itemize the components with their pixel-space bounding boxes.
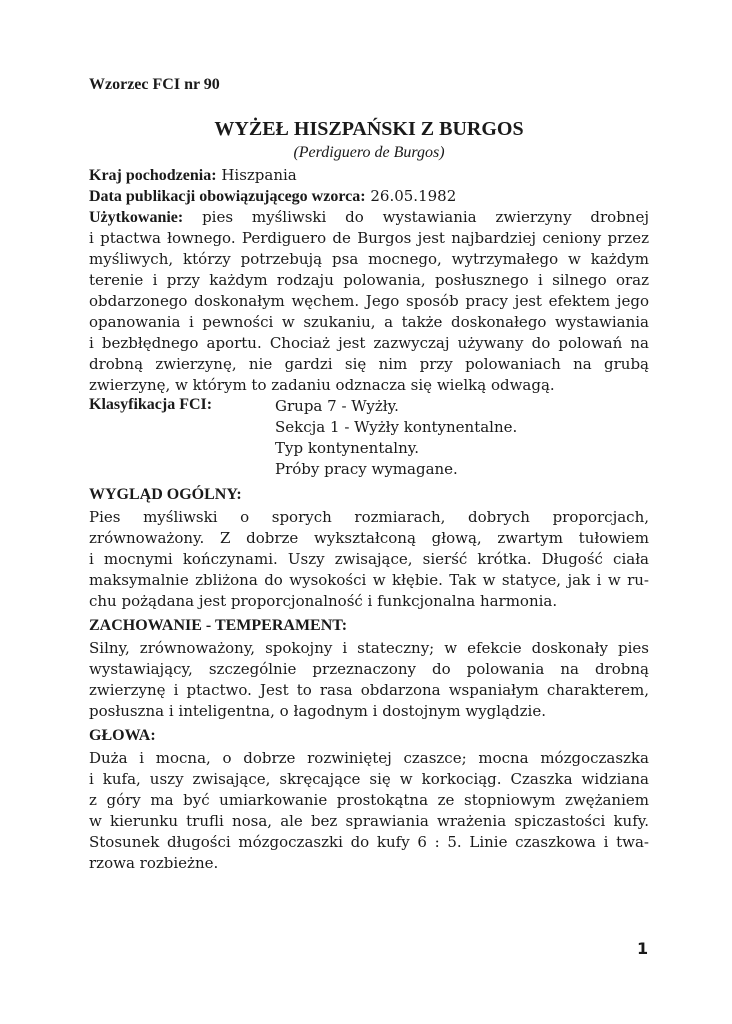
head-line: Stosunek długości mózgoczaszki do kufy 6 : 5. Linie czaszkowa i twa- bbox=[89, 833, 649, 851]
general-line: zrównoważony. Z dobrze wykształconą głową, zwartym tułowiem bbox=[89, 529, 649, 547]
classification-item: Sekcja 1 - Wyżły kontynentalne. bbox=[275, 418, 518, 436]
origin-value: Hiszpania bbox=[221, 166, 297, 184]
general-line: chu pożądana jest proporcjonalność i funkcjonalna harmonia. bbox=[89, 592, 558, 610]
usage-line: terenie i przy każdym rodzaju polowania, posłusznego i silnego oraz bbox=[89, 271, 649, 289]
temperament-line: wystawiający, szczególnie przeznaczony do polowania na drobną bbox=[89, 660, 649, 678]
classification-item: Próby pracy wymagane. bbox=[275, 460, 458, 478]
standard-number: Wzorzec FCI nr 90 bbox=[89, 76, 220, 93]
usage-line: drobną zwierzynę, nie gardzi się nim przy polowaniach na grubą bbox=[89, 355, 649, 373]
document-title: WYŻEŁ HISZPAŃSKI Z BURGOS bbox=[214, 118, 524, 140]
head-line: Duża i mocna, o dobrze rozwiniętej czaszce; mocna mózgoczaszka bbox=[89, 749, 649, 767]
section-heading-general: WYGLĄD OGÓLNY: bbox=[89, 486, 242, 503]
usage-line: opanowania i pewności w szukaniu, a także doskonałego wystawiania bbox=[89, 313, 649, 331]
general-line: maksymalnie zbliżona do wysokości w kłębie. Tak w statyce, jak i w ru- bbox=[89, 571, 649, 589]
publication-label: Data publikacji obowiązującego wzorca: bbox=[89, 188, 366, 205]
general-line: Pies myśliwski o sporych rozmiarach, dobrych proporcjach, bbox=[89, 508, 649, 526]
publication-row bbox=[89, 186, 649, 207]
head-paragraph bbox=[89, 748, 649, 874]
section-heading-head: GŁOWA: bbox=[89, 727, 156, 744]
head-line: w kierunku trufli nosa, ale bez sprawiania wrażenia spiczastości kufy. bbox=[89, 812, 649, 830]
head-line: z góry ma być umiarkowanie prostokątna ze stopniowym zwężaniem bbox=[89, 791, 649, 809]
usage-paragraph bbox=[89, 207, 649, 396]
usage-label: Użytkowanie: bbox=[89, 209, 184, 226]
classification-item: Grupa 7 - Wyżły. bbox=[275, 397, 399, 415]
classification-label: Klasyfikacja FCI: bbox=[89, 396, 213, 413]
usage-line: i ptactwa łownego. Perdiguero de Burgos jest najbardziej ceniony przez bbox=[89, 229, 649, 247]
origin-row bbox=[89, 165, 649, 186]
general-line: i mocnymi kończynami. Uszy zwisające, sierść krótka. Długość ciała bbox=[89, 550, 649, 568]
page-number: 1 bbox=[637, 939, 649, 958]
usage-line: i bezbłędnego aportu. Chociaż jest zazwyczaj używany do polowań na bbox=[89, 334, 649, 352]
head-line: rzowa rozbieżne. bbox=[89, 854, 219, 872]
usage-line: myśliwych, którzy potrzebują psa mocnego, wytrzymałego w każdym bbox=[89, 250, 649, 268]
temperament-paragraph bbox=[89, 638, 649, 722]
general-paragraph bbox=[89, 507, 649, 612]
section-heading-temperament: ZACHOWANIE - TEMPERAMENT: bbox=[89, 617, 348, 634]
temperament-line: posłuszna i inteligentna, o łagodnym i dostojnym wyglądzie. bbox=[89, 702, 546, 720]
temperament-line: Silny, zrównoważony, spokojny i stateczny; w efekcie doskonały pies bbox=[89, 639, 649, 657]
head-line: i kufa, uszy zwisające, skręcające się w korkociąg. Czaszka widziana bbox=[89, 770, 649, 788]
origin-label: Kraj pochodzenia: bbox=[89, 167, 217, 184]
document-subtitle: (Perdiguero de Burgos) bbox=[293, 144, 445, 161]
classification-item: Typ kontynentalny. bbox=[275, 439, 420, 457]
classification-list bbox=[275, 396, 517, 480]
usage-line: obdarzonego doskonałym węchem. Jego sposób pracy jest efektem jego bbox=[89, 292, 649, 310]
publication-value: 26.05.1982 bbox=[370, 187, 457, 205]
temperament-line: zwierzynę i ptactwo. Jest to rasa obdarzona wspaniałym charakterem, bbox=[89, 681, 649, 699]
usage-line: zwierzynę, w którym to zadaniu odznacza się wielką odwagą. bbox=[89, 376, 555, 394]
usage-line: Użytkowanie: pies myśliwski do wystawiania zwierzyny drobnej bbox=[89, 208, 649, 226]
